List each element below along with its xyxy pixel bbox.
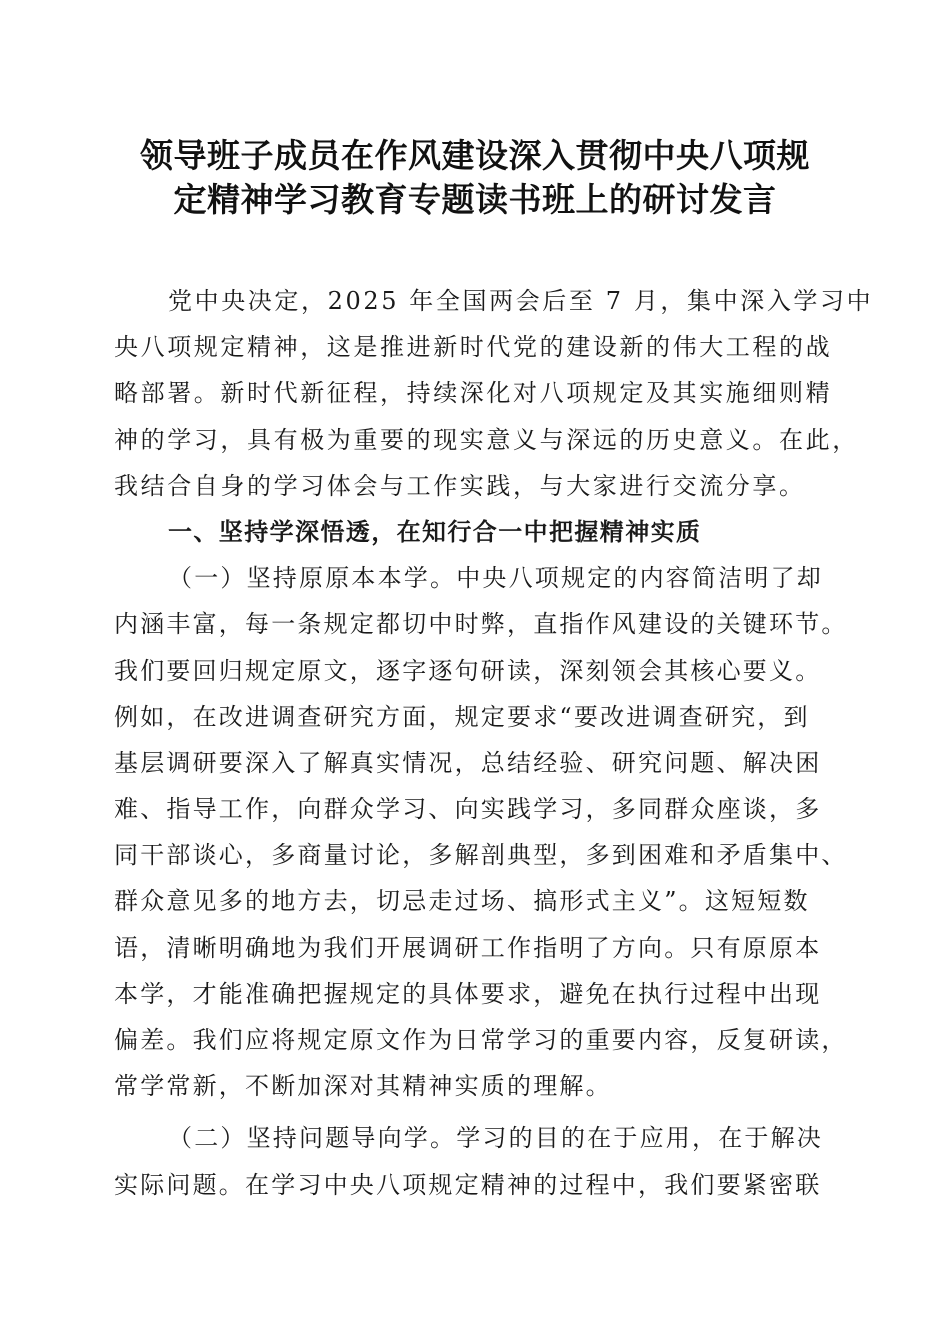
paragraph-line: 实际问题。在学习中央八项规定精神的过程中，我们要紧密联 xyxy=(114,1170,822,1199)
paragraph-line: 常学常新，不断加深对其精神实质的理解。 xyxy=(114,1072,612,1101)
intro-line: 我结合自身的学习体会与工作实践，与大家进行交流分享。 xyxy=(114,471,806,500)
paragraph-line: 群众意见多的地方去，切忌走过场、搞形式主义”。这短短数 xyxy=(114,887,810,916)
intro-line: 央八项规定精神，这是推进新时代党的建设新的伟大工程的战 xyxy=(114,333,833,362)
title-line: 定精神学习教育专题读书班上的研讨发言 xyxy=(173,180,777,219)
intro-line: 党中央决定，2025 年全国两会后至 7 月，集中深入学习中 xyxy=(168,287,874,315)
paragraph-line: 难、指导工作，向群众学习、向实践学习，多同群众座谈，多 xyxy=(114,795,822,824)
paragraph-line: 内涵丰富，每一条规定都切中时弊，直指作风建设的关键环节。 xyxy=(114,610,848,639)
intro-line: 略部署。新时代新征程，持续深化对八项规定及其实施细则精 xyxy=(114,379,833,408)
paragraph-line: 基层调研要深入了解真实情况，总结经验、研究问题、解决困 xyxy=(114,748,822,777)
section-heading: 一、坚持学深悟透，在知行合一中把握精神实质 xyxy=(168,517,702,546)
paragraph-line: （二）坚持问题导向学。学习的目的在于应用，在于解决 xyxy=(168,1124,823,1153)
intro-line: 神的学习，具有极为重要的现实意义与深远的历史意义。在此， xyxy=(114,425,859,454)
document-body xyxy=(114,278,874,1208)
paragraph-line: 偏差。我们应将规定原文作为日常学习的重要内容，反复研读， xyxy=(114,1026,848,1054)
paragraph-line: 本学，才能准确把握规定的具体要求，避免在执行过程中出现 xyxy=(114,979,822,1008)
paragraph-line: 例如，在改进调查研究方面，规定要求“要改进调查研究，到 xyxy=(114,702,810,731)
paragraph-line: 我们要回归规定原文，逐字逐句研读，深刻领会其核心要义。 xyxy=(114,656,822,685)
paragraph-line: （一）坚持原原本本学。中央八项规定的内容简洁明了却 xyxy=(168,564,823,593)
paragraph-line: 语，清晰明确地为我们开展调研工作指明了方向。只有原原本 xyxy=(114,933,822,962)
title-line: 领导班子成员在作风建设深入贯彻中央八项规 xyxy=(140,136,810,175)
paragraph-line: 同干部谈心，多商量讨论，多解剖典型，多到困难和矛盾集中、 xyxy=(114,841,848,870)
document-title xyxy=(100,134,850,222)
